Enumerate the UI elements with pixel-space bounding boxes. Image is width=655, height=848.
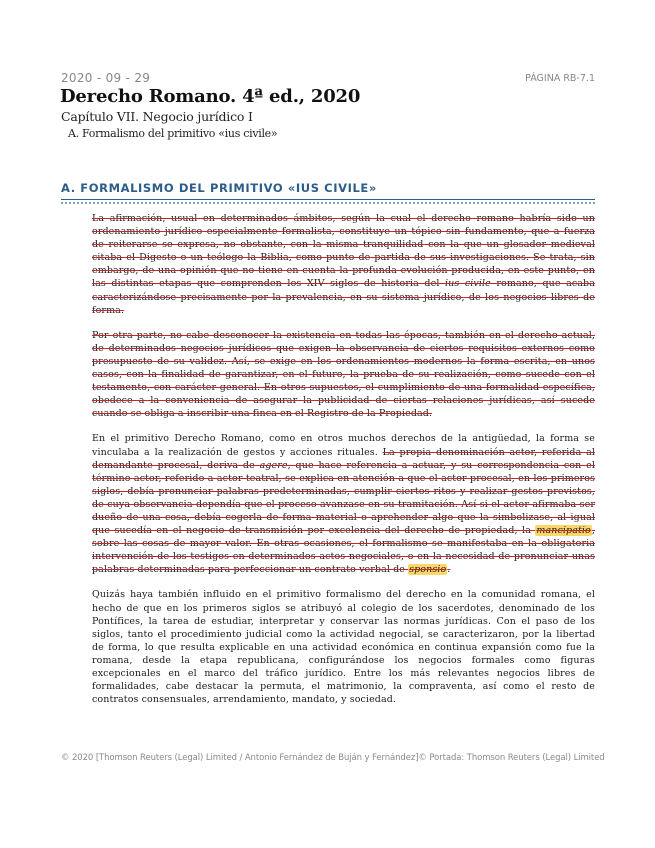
paragraph-text: La propia denominación actor, referida al demandante procesal, deriva de: [92, 446, 596, 471]
paragraph-1: [92, 212, 595, 317]
book-title: Derecho Romano. 4ª ed., 2020: [60, 86, 361, 107]
paragraph-3: [92, 432, 595, 576]
copyright-footer: © 2020 [Thomson Reuters (Legal) Limited / Antonio Fernández de Buján y Fernández]© Portada: Thomson Reuters (Legal) Limited: [61, 753, 605, 763]
page-reference: PÁGINA RB-7.1: [525, 73, 595, 84]
section-heading: A. FORMALISMO DEL PRIMITIVO «IUS CIVILE»: [61, 181, 595, 200]
paragraph-4: [92, 588, 595, 706]
highlighted-term: mancipatio: [536, 525, 591, 537]
paragraph-text: romano, que acaba caracterizándose precisamente por la prevalencia, en su sistema jurídico, de los negocios libres de forma.: [92, 278, 595, 316]
paragraph-2: [92, 329, 595, 421]
document-date: 2020 - 09 - 29: [61, 71, 151, 85]
italic-term: ius civile: [445, 278, 491, 290]
paragraph-text: .: [447, 564, 451, 576]
paragraph-text: En el primitivo Derecho Romano, como en otros muchos derechos de la antigüedad, la forma se vinculaba a la realización de gestos y acciones rituales.: [92, 433, 595, 458]
paragraph-text: , que hace referencia a actuar, y su correspondencia con el término actor, referido a actor teatral, se explica en atención a que el actor procesal, en los primeros siglos, debía pronunciar palabras predeterminadas, cumplir ciertos ritos y realizar gestos previstos, de cuya observancia dependía que el proceso avanzase en su tramitación. Así si el actor afirmaba ser dueño de una cosa, debía cogerla de forma material o aprehender algo que la simbolizase, al igual que sucedía en el negocio de transmisión por excelencia del derecho de propiedad, la: [92, 459, 595, 537]
paragraph-text: Quizás haya también influido en el primitivo formalismo del derecho en la comunidad romana, el hecho de que en los primeros siglos se atribuyó al colegio de los sacerdotes, denominado de los Pontífices, la tarea de estudiar, interpretar y conservar las normas jurídicas. Con el paso de los siglos, tanto el procedimiento judicial como la actividad negocial, se caracterizaron, por la libertad de forma, lo que resulta explicable en una actividad económica en continua expansión como fue la romana, desde la etapa republicana, configurándose los negocios formales como figuras excepcionales en el marco del tráfico jurídico. Entre los más relevantes negocios libres de formalidades, cabe destacar la permuta, el matrimonio, la compraventa, así como el resto de contratos consensuales, arrendamiento, mandato, y sociedad.: [92, 589, 595, 706]
body-text: [92, 212, 595, 718]
struck-text: [92, 447, 595, 576]
paragraph-text: Por otra parte, no cabe desconocer la existencia en todas las épocas, también en el derecho actual, de determinados negocios jurídicos que exigen la observancia de ciertos requisitos externos como presupuesto de su validez. Así, se exige en los ordenamientos modernos la forma escrita, en unos casos, con la finalidad de garantizar, en el futuro, la prueba de su realización, como sucede con el testamento, con carácter general. En otros supuestos, el cumplimiento de una formalidad específica, obedece a la conveniencia de asegurar la publicidad de ciertas relaciones jurídicas, así sucede cuando se obliga a inscribir una finca en el Registro de la Propiedad.: [92, 329, 595, 420]
paragraph-text: , sobre las cosas de mayor valor. En otras ocasiones, el formalismo se manifestaba en la obligatoria intervención de los testigos en determinados actos negociales, o en la necesidad de pronunciar unas palabras determinadas para perfeccionar un contrato verbal de: [92, 525, 595, 576]
section-breadcrumb: A. Formalismo del primitivo «ius civile»: [68, 127, 278, 140]
highlighted-term: sponsio: [409, 564, 447, 576]
paragraph-text: La afirmación, usual en determinados ámbitos, según la cual el derecho romano habría sido un ordenamiento jurídico especialmente formalista, constituye un tópico sin fundamento, que a fuerza de reiterarse se expresa, no obstante, con la misma tranquilidad con la que un glosador medieval citaba el Digesto o un teólogo la Biblia, como punto de partida de sus investigaciones. Se trata, sin embargo, de una opinión que no tiene en cuenta la profunda evolución producida, en este punto, en las distintas etapas que comprenden los XIV siglos de historia del: [92, 213, 595, 290]
italic-term: agere: [259, 459, 288, 471]
chapter-title: Capítulo VII. Negocio jurídico I: [61, 109, 253, 124]
